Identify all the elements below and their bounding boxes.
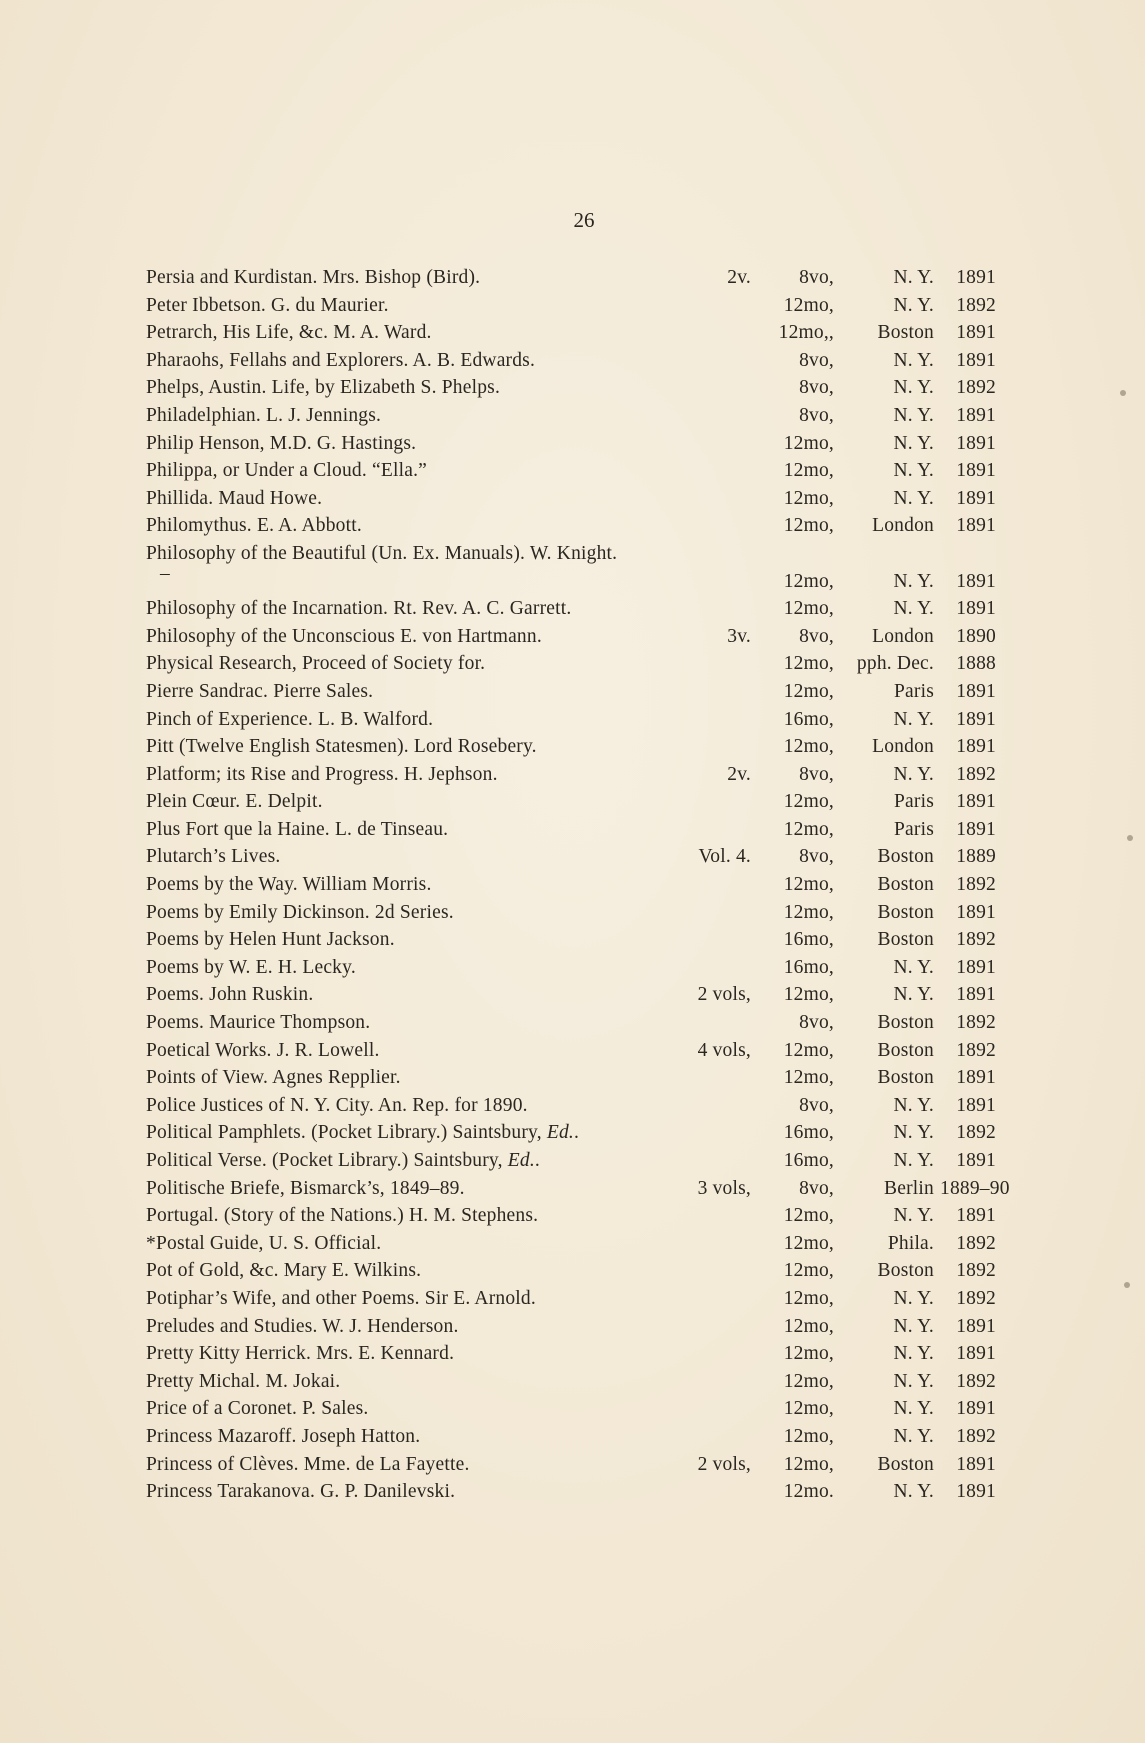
entry-format: 12mo,: [783, 598, 834, 620]
entry-year: 1892: [956, 294, 996, 316]
entry-place: N. Y.: [893, 1150, 934, 1171]
entry-year: 1891: [956, 1453, 996, 1475]
entry-title: [146, 485, 322, 513]
entry-volumes: 2 vols,: [697, 984, 751, 1006]
entry-text: Pinch of Experience. L. B. Walford.: [146, 708, 434, 730]
list-item: [146, 1395, 996, 1423]
list-item: [146, 319, 996, 347]
entry-place: Boston: [877, 1260, 934, 1282]
entry-text: Physical Research, Proceed of Society for.: [146, 653, 486, 675]
entry-year: 1891: [956, 1205, 996, 1227]
entry-place: N. Y.: [893, 1370, 934, 1392]
list-item: [146, 816, 996, 844]
entry-place: Boston: [877, 846, 934, 868]
entry-year: 1889–90: [940, 1177, 1010, 1199]
entry-text: Persia and Kurdistan. Mrs. Bishop (Bird).: [146, 267, 481, 288]
entry-text: Poems. John Ruskin.: [146, 984, 314, 1006]
entry-text: Poems by the Way. William Morris.: [146, 874, 432, 896]
entry-year: 1891: [956, 404, 996, 426]
list-item: [146, 1257, 996, 1285]
entry-text: Poems by W. E. H. Lecky.: [146, 956, 356, 978]
entry-year: 1891: [956, 432, 996, 454]
list-item: [146, 706, 996, 734]
entry-volumes: 3 vols,: [697, 1177, 751, 1199]
entry-text: Pretty Michal. M. Jokai.: [146, 1370, 341, 1392]
entry-text: Philosophy of the Beautiful (Un. Ex. Manuals). W. Knight.: [146, 542, 618, 564]
entry-place: N. Y.: [893, 1094, 934, 1116]
entry-place: Boston: [877, 1453, 934, 1475]
list-item: [146, 954, 996, 982]
entry-year: 1890: [956, 625, 996, 647]
entry-title: [146, 871, 432, 899]
entry-text: Platform; its Rise and Progress. H. Jephson.: [146, 763, 498, 785]
entry-volumes: 3v.: [727, 625, 751, 647]
list-item: [146, 1313, 996, 1341]
entry-place: pph. Dec.: [856, 653, 934, 675]
entry-volumes: 4 vols,: [697, 1039, 751, 1061]
entry-place: N. Y.: [893, 956, 934, 978]
entry-title: [146, 1230, 381, 1258]
entry-place: Paris: [894, 791, 934, 813]
paper-blemish: [1120, 390, 1126, 396]
entry-format: 12mo,: [783, 294, 834, 316]
entry-place: Boston: [877, 1012, 934, 1034]
entry-title: [146, 1368, 340, 1396]
entry-format: 8vo,: [799, 1094, 834, 1116]
entry-text: Portugal. (Story of the Nations.) H. M. Stephens.: [146, 1205, 539, 1227]
entry-title: [146, 402, 381, 430]
entry-format: 12mo,: [783, 1232, 834, 1254]
entry-title: [146, 706, 433, 734]
entry-format: 12mo,: [783, 818, 834, 840]
entry-place: N. Y.: [893, 1343, 934, 1365]
entry-text: Pierre Sandrac. Pierre Sales.: [146, 680, 374, 702]
list-item: [146, 843, 996, 871]
list-item: [146, 562, 996, 596]
editor-abbrev: Ed.: [507, 1150, 535, 1171]
entry-text: –: [160, 562, 170, 584]
entry-format: 12mo,: [783, 460, 834, 482]
entry-title: [146, 1037, 380, 1065]
entry-title: Political Verse. (Pocket Library.) Saintsbury, Ed..: [146, 1150, 540, 1171]
entry-text: Philosophy of the Incarnation. Rt. Rev. A. C. Garrett.: [146, 598, 572, 620]
entry-place: Boston: [877, 874, 934, 896]
entry-format: 12mo,: [783, 1343, 834, 1365]
entry-year: 1892: [956, 1425, 996, 1447]
entry-title: [146, 512, 362, 540]
entry-title: [146, 430, 416, 458]
entry-year: 1891: [956, 956, 996, 978]
entry-title: [146, 678, 373, 706]
entry-title: [146, 623, 542, 651]
entry-place: N. Y.: [893, 432, 934, 454]
entry-text: Plein Cœur. E. Delpit.: [146, 791, 323, 813]
entry-title: [146, 347, 535, 375]
entry-place: N. Y.: [893, 377, 934, 399]
entry-place: London: [872, 625, 934, 647]
entry-year: 1891: [956, 570, 996, 592]
list-item: [146, 899, 996, 927]
entry-place: N. Y.: [893, 460, 934, 482]
list-item: [146, 1478, 996, 1506]
list-item: [146, 347, 996, 375]
entry-text: Poetical Works. J. R. Lowell.: [146, 1039, 380, 1061]
entry-text: *Postal Guide, U. S. Official.: [146, 1232, 382, 1254]
entry-title: [146, 1202, 538, 1230]
entry-year: 1892: [956, 1370, 996, 1392]
list-item: [146, 512, 996, 540]
entry-format: 12mo,: [783, 515, 834, 537]
entry-place: Boston: [877, 322, 934, 344]
entry-place: N. Y.: [893, 1425, 934, 1447]
entry-title: [146, 1340, 454, 1368]
entry-title: [146, 761, 498, 789]
entry-place: London: [872, 515, 934, 537]
list-item: [146, 926, 996, 954]
entry-year: 1892: [956, 1260, 996, 1282]
entry-format: 8vo,: [799, 1177, 834, 1199]
entry-format: 12mo,: [783, 570, 834, 592]
entry-format: 12mo,: [783, 1425, 834, 1447]
entry-place: Berlin: [884, 1177, 934, 1199]
entry-text: Political Pamphlets. (Pocket Library.) Saintsbury,: [146, 1122, 542, 1144]
list-item: [146, 1037, 996, 1065]
entry-year: 1891: [956, 1150, 996, 1171]
list-item: [146, 981, 996, 1009]
list-item: [146, 1451, 996, 1479]
entry-text: Politische Briefe, Bismarck’s, 1849–89.: [146, 1177, 465, 1199]
list-item: [146, 1064, 996, 1092]
entry-format: 12mo,: [783, 1453, 834, 1475]
list-item: [146, 1202, 996, 1230]
list-item: [146, 1423, 996, 1451]
entry-title: [146, 595, 571, 623]
entry-place: Boston: [877, 1039, 934, 1061]
entry-format: 12mo,: [783, 1370, 834, 1392]
list-item: [146, 485, 996, 513]
entry-title: [146, 540, 617, 568]
editor-abbrev: Ed.: [546, 1122, 575, 1144]
entry-title: [146, 733, 537, 761]
entry-format: 16mo,: [783, 956, 834, 978]
entry-text: Poems. Maurice Thompson.: [146, 1012, 371, 1034]
entry-place: Phila.: [887, 1232, 934, 1254]
list-item: [146, 540, 996, 568]
entry-place: N. Y.: [893, 1481, 934, 1503]
entry-text: Plus Fort que la Haine. L. de Tinseau.: [146, 818, 449, 840]
list-item: [146, 1340, 996, 1368]
entry-year: 1892: [956, 929, 996, 951]
entry-text: Pitt (Twelve English Statesmen). Lord Rosebery.: [146, 736, 537, 758]
list-item: [146, 1175, 1010, 1203]
book-list: [146, 264, 1010, 1506]
entry-year: 1892: [956, 1287, 996, 1309]
entry-title: [146, 1064, 401, 1092]
entry-format: 12mo,: [783, 432, 834, 454]
entry-format: 12mo,: [783, 984, 834, 1006]
entry-year: 1891: [956, 901, 996, 923]
entry-place: N. Y.: [893, 763, 934, 785]
entry-text: Phillida. Maud Howe.: [146, 487, 323, 509]
entry-text: Philomythus. E. A. Abbott.: [146, 515, 362, 537]
entry-place: N. Y.: [893, 267, 934, 288]
entry-text: Police Justices of N. Y. City. An. Rep. for 1890.: [146, 1094, 528, 1116]
list-item: [146, 402, 996, 430]
entry-title: [146, 374, 500, 402]
entry-year: 1892: [956, 377, 996, 399]
entry-place: Paris: [894, 818, 934, 840]
entry-year: 1891: [956, 1343, 996, 1365]
entry-text: Petrarch, His Life, &c. M. A. Ward.: [146, 322, 432, 344]
entry-format: 8vo,: [799, 763, 834, 785]
entry-text: Price of a Coronet. P. Sales.: [146, 1398, 369, 1420]
entry-format: 16mo,: [783, 1122, 834, 1144]
entry-place: N. Y.: [893, 984, 934, 1006]
list-item: [146, 374, 996, 402]
entry-year: 1891: [956, 1481, 996, 1503]
entry-text: Political Verse. (Pocket Library.) Saintsbury,: [146, 1150, 503, 1171]
entry-text: Poems by Helen Hunt Jackson.: [146, 929, 395, 951]
entry-title: [146, 1451, 470, 1479]
entry-place: London: [872, 736, 934, 758]
page-number: 26: [573, 208, 595, 232]
list-item: [146, 292, 996, 320]
list-item: [146, 264, 996, 292]
entry-year: 1891: [956, 598, 996, 620]
entry-format: 12mo,: [783, 736, 834, 758]
entry-volumes: Vol. 4.: [698, 846, 751, 868]
entry-format: 12mo,: [783, 791, 834, 813]
entry-format: 12mo,: [783, 1067, 834, 1089]
entry-text: Princess Mazaroff. Joseph Hatton.: [146, 1425, 421, 1447]
list-item: [146, 623, 996, 651]
entry-place: N. Y.: [893, 598, 934, 620]
list-item: [146, 595, 996, 623]
entry-year: 1891: [956, 460, 996, 482]
entry-text: Peter Ibbetson. G. du Maurier.: [146, 294, 389, 316]
entry-text: Points of View. Agnes Repplier.: [146, 1067, 401, 1089]
paper-blemish: [1127, 835, 1133, 841]
entry-format: 8vo,: [799, 377, 834, 399]
entry-place: N. Y.: [893, 294, 934, 316]
entry-year: 1891: [956, 736, 996, 758]
entry-year: 1891: [956, 515, 996, 537]
entry-format: 8vo,: [799, 625, 834, 647]
entry-year: 1889: [956, 846, 996, 868]
continuation-dash: [160, 560, 170, 588]
entry-text: Potiphar’s Wife, and other Poems. Sir E. Arnold.: [146, 1287, 536, 1309]
entry-year: 1891: [956, 708, 996, 730]
entry-text: Princess of Clèves. Mme. de La Fayette.: [146, 1453, 470, 1475]
list-item: [146, 788, 996, 816]
entry-place: N. Y.: [893, 1398, 934, 1420]
entry-title: [146, 926, 395, 954]
entry-year: 1891: [956, 791, 996, 813]
list-item: [146, 1285, 996, 1313]
entry-place: Paris: [894, 680, 934, 702]
list-item: [146, 1009, 996, 1037]
entry-year: 1891: [956, 1067, 996, 1089]
entry-place: N. Y.: [893, 1287, 934, 1309]
entry-format: 12mo,: [783, 874, 834, 896]
entry-title: [146, 1285, 536, 1313]
entry-format: 8vo,: [799, 267, 834, 288]
entry-format: 12mo,,: [778, 322, 834, 344]
list-item: [146, 1147, 996, 1175]
entry-year: 1892: [956, 874, 996, 896]
entry-place: N. Y.: [893, 349, 934, 371]
list-item: [146, 1092, 996, 1120]
entry-place: N. Y.: [893, 404, 934, 426]
entry-title: [146, 843, 280, 871]
entry-title: [146, 1257, 421, 1285]
entry-text: Philosophy of the Unconscious E. von Hartmann.: [146, 625, 542, 647]
entry-year: 1891: [956, 1398, 996, 1420]
entry-place: Boston: [877, 901, 934, 923]
entry-year: 1891: [956, 984, 996, 1006]
list-item: [146, 733, 996, 761]
entry-year: 1891: [956, 680, 996, 702]
entry-place: N. Y.: [893, 1315, 934, 1337]
entry-title: [146, 1395, 368, 1423]
entry-year: 1891: [956, 267, 996, 288]
entry-place: Boston: [877, 1067, 934, 1089]
entry-title: [146, 319, 432, 347]
entry-text: Pharaohs, Fellahs and Explorers. A. B. Edwards.: [146, 349, 536, 371]
entry-place: N. Y.: [893, 708, 934, 730]
entry-year: 1892: [956, 763, 996, 785]
list-item: [146, 1119, 996, 1147]
entry-volumes: 2v.: [727, 763, 751, 785]
entry-format: 16mo,: [783, 929, 834, 951]
entry-format: 8vo,: [799, 349, 834, 371]
entry-text: Princess Tarakanova. G. P. Danilevski.: [146, 1481, 456, 1503]
entry-format: 8vo,: [799, 846, 834, 868]
entry-format: 12mo,: [783, 1260, 834, 1282]
entry-text: Phelps, Austin. Life, by Elizabeth S. Phelps.: [146, 377, 501, 399]
entry-volumes: 2 vols,: [697, 1453, 751, 1475]
entry-title: Political Pamphlets. (Pocket Library.) Saintsbury, Ed..: [146, 1122, 580, 1144]
list-item: [146, 1230, 996, 1258]
entry-format: 8vo,: [799, 1012, 834, 1034]
entry-format: 12mo,: [783, 487, 834, 509]
paper-blemish: [1124, 1282, 1130, 1288]
entry-place: Boston: [877, 929, 934, 951]
entry-format: 16mo,: [783, 1150, 834, 1171]
entry-year: 1891: [956, 1315, 996, 1337]
entry-title: [146, 816, 448, 844]
entry-format: 12mo,: [783, 653, 834, 675]
entry-title: [146, 1478, 455, 1506]
entry-text: Plutarch’s Lives.: [146, 846, 281, 868]
entry-format: 12mo.: [783, 1481, 834, 1503]
entry-place: N. Y.: [893, 1205, 934, 1227]
entry-text: Philadelphian. L. J. Jennings.: [146, 404, 382, 426]
list-item: [146, 1368, 996, 1396]
entry-text: Philip Henson, M.D. G. Hastings.: [146, 432, 417, 454]
entry-title: [146, 788, 323, 816]
entry-title: [146, 264, 480, 292]
entry-year: 1892: [956, 1012, 996, 1034]
entry-year: 1892: [956, 1039, 996, 1061]
entry-format: 12mo,: [783, 1315, 834, 1337]
entry-title: [146, 1009, 370, 1037]
entry-year: 1891: [956, 818, 996, 840]
entry-place: N. Y.: [893, 570, 934, 592]
entry-title: [146, 899, 454, 927]
entry-text: Pot of Gold, &c. Mary E. Wilkins.: [146, 1260, 422, 1282]
entry-format: 12mo,: [783, 680, 834, 702]
entry-title: [146, 981, 313, 1009]
entry-title: [146, 954, 356, 982]
entry-format: 12mo,: [783, 1287, 834, 1309]
entry-year: 1888: [956, 653, 996, 675]
entry-title: [146, 1175, 465, 1203]
list-item: [146, 761, 996, 789]
entry-title: [146, 1092, 528, 1120]
entry-title: [146, 1313, 459, 1341]
list-item: [146, 871, 996, 899]
entry-year: 1892: [956, 1122, 996, 1144]
entry-title: [146, 292, 389, 320]
entry-year: 1891: [956, 1094, 996, 1116]
entry-year: 1891: [956, 349, 996, 371]
entry-volumes: 2v.: [727, 267, 751, 288]
entry-title: [146, 1423, 420, 1451]
entry-format: 12mo,: [783, 1039, 834, 1061]
entry-text: Preludes and Studies. W. J. Henderson.: [146, 1315, 459, 1337]
entry-place: N. Y.: [893, 1122, 934, 1144]
entry-format: 8vo,: [799, 404, 834, 426]
list-item: [146, 678, 996, 706]
entry-title: [146, 457, 427, 485]
entry-format: 16mo,: [783, 708, 834, 730]
entry-year: 1892: [956, 1232, 996, 1254]
list-item: [146, 650, 996, 678]
entry-format: 12mo,: [783, 1398, 834, 1420]
entry-place: N. Y.: [893, 487, 934, 509]
entry-text: Pretty Kitty Herrick. Mrs. E. Kennard.: [146, 1343, 455, 1365]
list-item: [146, 430, 996, 458]
entry-format: 12mo,: [783, 901, 834, 923]
entry-format: 12mo,: [783, 1205, 834, 1227]
entry-text: Poems by Emily Dickinson. 2d Series.: [146, 901, 454, 923]
entry-year: 1891: [956, 487, 996, 509]
entry-text: Philippa, or Under a Cloud. “Ella.”: [146, 460, 428, 482]
entry-year: 1891: [956, 322, 996, 344]
entry-title: [146, 650, 485, 678]
list-item: [146, 457, 996, 485]
